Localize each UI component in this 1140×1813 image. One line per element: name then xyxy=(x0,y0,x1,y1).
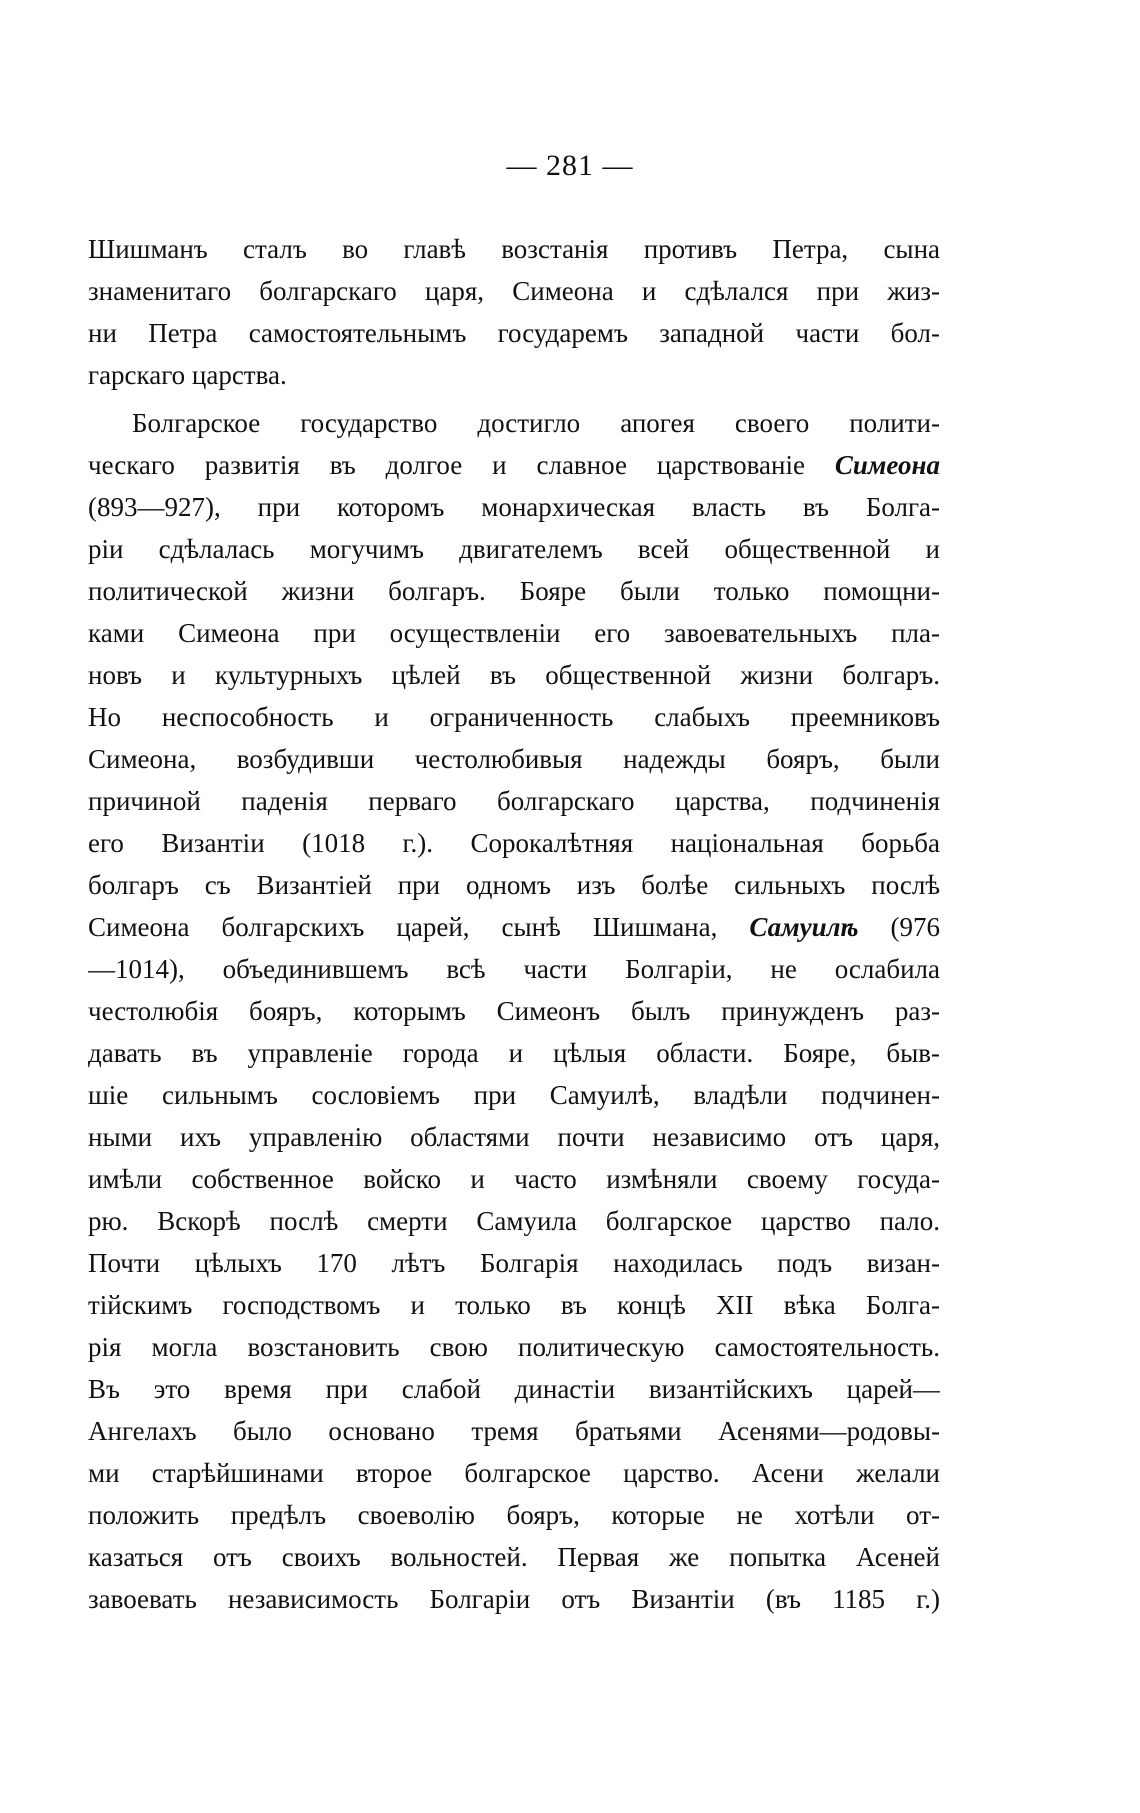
text-line xyxy=(88,528,940,570)
text-line xyxy=(88,1200,940,1242)
text-line xyxy=(88,228,940,270)
text-line xyxy=(88,486,940,528)
line-text: рія могла возстановить свою политическую самостоятельность. xyxy=(88,1332,940,1362)
line-text: завоевать независимость Болгаріи отъ Византіи (въ 1185 г.) xyxy=(88,1584,940,1614)
line-text: ріи сдѣлалась могучимъ двигателемъ всей общественной и xyxy=(88,534,940,564)
text-line xyxy=(88,1410,940,1452)
line-text: Почти цѣлыхъ 170 лѣтъ Болгарія находилась подъ визан- xyxy=(88,1248,940,1278)
line-text: его Византіи (1018 г.). Сорокалѣтняя національная борьба xyxy=(88,828,940,858)
line-text: ни Петра самостоятельнымъ государемъ западной части бол- xyxy=(88,318,940,348)
line-text: гарскаго царства. xyxy=(88,360,287,390)
text-line xyxy=(88,402,940,444)
line-text: положить предѣлъ своеволію бояръ, которые не хотѣли от- xyxy=(88,1500,940,1530)
line-text: ками Симеона при осуществленіи его завоевательныхъ пла- xyxy=(88,618,940,648)
line-text: болгаръ съ Византіей при одномъ изъ болѣе сильныхъ послѣ xyxy=(88,870,940,900)
text-line xyxy=(88,1578,940,1620)
line-text: Въ это время при слабой династіи византійскихъ царей— xyxy=(88,1374,940,1404)
emphasized-name: Самуилѣ xyxy=(749,912,859,942)
text-line xyxy=(88,1326,940,1368)
text-line xyxy=(88,1032,940,1074)
text-line xyxy=(88,1494,940,1536)
text-line xyxy=(88,1158,940,1200)
line-text: тійскимъ господствомъ и только въ концѣ XII вѣка Болга- xyxy=(88,1290,940,1320)
text-line xyxy=(88,864,940,906)
text-line xyxy=(88,312,940,354)
line-text: —1014), объединившемъ всѣ части Болгаріи, не ослабила xyxy=(88,954,940,984)
text-line xyxy=(88,1452,940,1494)
text-line xyxy=(88,990,940,1032)
line-text: (893—927), при которомъ монархическая власть въ Болга- xyxy=(88,492,940,522)
line-text: причиной паденія перваго болгарскаго царства, подчиненія xyxy=(88,786,940,816)
line-text: давать въ управленіе города и цѣлыя области. Бояре, быв- xyxy=(88,1038,940,1068)
line-text: честолюбія бояръ, которымъ Симеонъ былъ принужденъ раз- xyxy=(88,996,940,1026)
line-text: Болгарское государство достигло апогея своего полити- xyxy=(132,408,940,438)
line-text: Симеона болгарскихъ царей, сынѣ Шишмана, xyxy=(88,912,750,942)
line-text: имѣли собственное войско и часто измѣняли своему госуда- xyxy=(88,1164,940,1194)
line-text: Симеона, возбудивши честолюбивыя надежды бояръ, были xyxy=(88,744,940,774)
line-text: Шишманъ сталъ во главѣ возстанія противъ Петра, сына xyxy=(88,234,940,264)
line-text: ными ихъ управленію областями почти независимо отъ царя, xyxy=(88,1122,940,1152)
line-text: казаться отъ своихъ вольностей. Первая же попытка Асеней xyxy=(88,1542,940,1572)
text-line xyxy=(88,1368,940,1410)
emphasized-name: Симеона xyxy=(834,450,940,480)
line-text: шіе сильнымъ сословіемъ при Самуилѣ, владѣли подчинен- xyxy=(88,1080,940,1110)
line-text: знаменитаго болгарскаго царя, Симеона и сдѣлался при жиз- xyxy=(88,276,940,306)
text-line xyxy=(88,1074,940,1116)
text-line xyxy=(88,822,940,864)
paragraph xyxy=(88,228,940,396)
text-line xyxy=(88,780,940,822)
line-text: ческаго развитія въ долгое и славное царствованіе xyxy=(88,450,835,480)
text-line xyxy=(88,444,940,486)
text-line xyxy=(88,906,940,948)
body-text xyxy=(88,228,940,1620)
text-line xyxy=(88,696,940,738)
paragraph xyxy=(88,402,940,1620)
text-line xyxy=(88,1536,940,1578)
line-text: (976 xyxy=(858,912,940,942)
text-line xyxy=(88,270,940,312)
text-line xyxy=(88,1284,940,1326)
line-text: Но неспособность и ограниченность слабыхъ преемниковъ xyxy=(88,702,940,732)
line-text: политической жизни болгаръ. Бояре были только помощни- xyxy=(88,576,940,606)
page-number: — 281 — xyxy=(506,149,634,182)
line-text: новъ и культурныхъ цѣлей въ общественной жизни болгаръ. xyxy=(88,660,940,690)
text-line xyxy=(88,612,940,654)
text-line xyxy=(88,1116,940,1158)
text-line xyxy=(88,738,940,780)
text-line xyxy=(88,354,940,396)
text-line xyxy=(88,570,940,612)
line-text: Ангелахъ было основано тремя братьями Асенями—родовы- xyxy=(88,1416,940,1446)
text-line xyxy=(88,654,940,696)
line-text: ми старѣйшинами второе болгарское царство. Асени желали xyxy=(88,1458,940,1488)
text-line xyxy=(88,948,940,990)
text-line xyxy=(88,1242,940,1284)
line-text: рю. Вскорѣ послѣ смерти Самуила болгарское царство пало. xyxy=(88,1206,940,1236)
